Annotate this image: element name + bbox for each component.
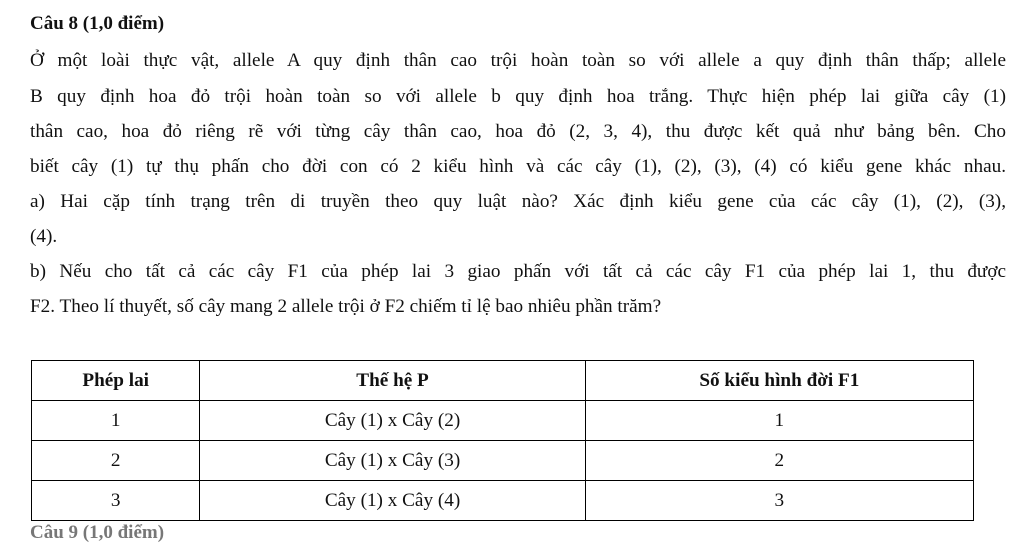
body-line-1: Ở một loài thực vật, allele A quy định thân cao trội hoàn toàn so với allele a quy định thân thấp; allele [30,50,1006,71]
header-parent-generation: Thế hệ P [200,361,585,401]
part-a-line-2: (4). [30,226,58,247]
table-row [32,481,974,521]
part-b-line-2: F2. Theo lí thuyết, số cây mang 2 allele trội ở F2 chiếm tỉ lệ bao nhiêu phần trăm? [30,296,662,317]
part-a-line-1: a) Hai cặp tính trạng trên di truyền theo quy luật nào? Xác định kiểu gene của các cây (1), (2), (3), [30,191,1006,212]
body-line-3: thân cao, hoa đỏ riêng rẽ với từng cây thân cao, hoa đỏ (2, 3, 4), thu được kết quả như bảng bên. Cho [30,121,1006,142]
cross-results-table [31,360,974,521]
cell-phenotype-count: 1 [585,401,973,441]
cell-phenotype-count: 2 [585,441,973,481]
cell-cross-number: 3 [32,481,200,521]
cell-phenotype-count: 3 [585,481,973,521]
cell-parents: Cây (1) x Cây (4) [200,481,585,521]
cell-cross-number: 1 [32,401,200,441]
table-header-row [32,361,974,401]
cell-cross-number: 2 [32,441,200,481]
table-row [32,441,974,481]
header-f1-phenotype-count: Số kiểu hình đời F1 [585,361,973,401]
next-question-title-cut-off: Câu 9 (1,0 điểm) [30,522,165,543]
header-cross: Phép lai [32,361,200,401]
body-line-4: biết cây (1) tự thụ phấn cho đời con có 2 kiểu hình và các cây (1), (2), (3), (4) có kiểu gene khác nhau. [30,156,1006,177]
part-b-line-1: b) Nếu cho tất cả các cây F1 của phép lai 3 giao phấn với tất cả các cây F1 của phép lai 1, thu được [30,261,1006,282]
table-row [32,401,974,441]
cell-parents: Cây (1) x Cây (3) [200,441,585,481]
cell-parents: Cây (1) x Cây (2) [200,401,585,441]
body-line-2: B quy định hoa đỏ trội hoàn toàn so với allele b quy định hoa trắng. Thực hiện phép lai giữa cây (1) [30,86,1006,107]
question-title: Câu 8 (1,0 điểm) [30,13,165,34]
